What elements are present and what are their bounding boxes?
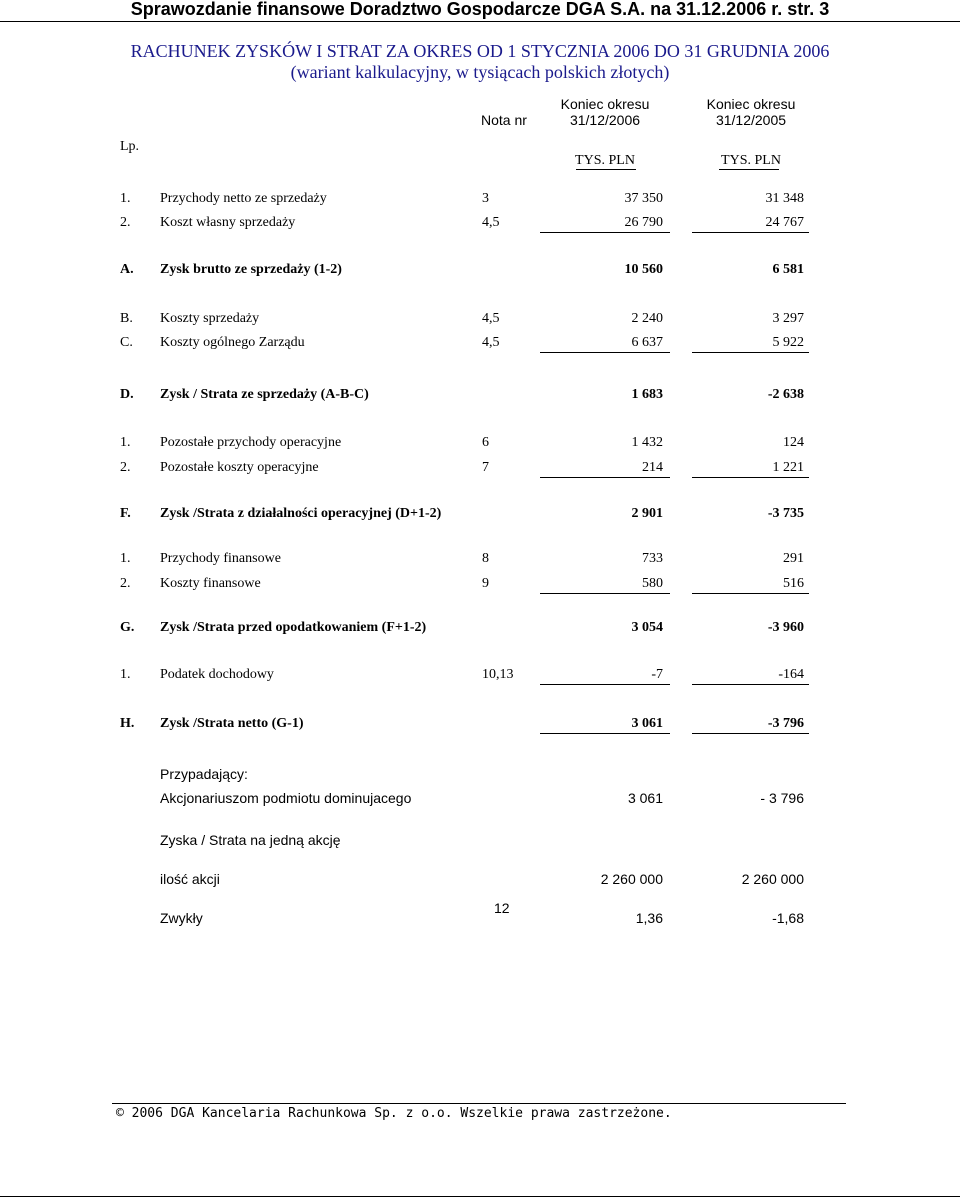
- nota-column-header: Nota nr: [481, 112, 527, 128]
- row-nota: 7: [482, 460, 489, 475]
- row-value-2006: 3 054: [631, 620, 663, 635]
- row-value-2005: 5 922: [772, 335, 804, 350]
- row-label: Przychody netto ze sprzedaży: [160, 191, 327, 206]
- row-label: Koszty sprzedaży: [160, 311, 260, 326]
- per-share-nota: 12: [494, 900, 510, 916]
- row-underline-2005: [692, 733, 809, 734]
- shares-value-2006: 2 260 000: [600, 871, 663, 887]
- report-title: RACHUNEK ZYSKÓW I STRAT ZA OKRES OD 1 STYCZNIA 2006 DO 31 GRUDNIA 2006: [130, 41, 830, 61]
- row-underline-2006: [540, 232, 670, 233]
- row-underline-2005: [692, 232, 809, 233]
- attribution-label: Akcjonariuszom podmiotu dominujacego: [160, 790, 412, 806]
- basic-eps-2005: -1,68: [772, 910, 804, 926]
- attribution-value-2006: 3 061: [627, 790, 663, 806]
- row-label: Koszt własny sprzedaży: [160, 215, 296, 230]
- row-lp: C.: [120, 335, 133, 350]
- row-label: Zysk brutto ze sprzedaży (1-2): [160, 262, 342, 277]
- row-nota: 9: [482, 576, 489, 591]
- attribution-heading: Przypadający:: [160, 766, 248, 782]
- row-value-2005: -164: [778, 667, 804, 682]
- row-underline-2005: [692, 477, 809, 478]
- row-lp: 1.: [120, 667, 131, 682]
- header-divider: [0, 21, 960, 22]
- row-value-2006: 2 240: [631, 311, 663, 326]
- lp-column-header: Lp.: [120, 139, 140, 154]
- col-2005-unit-underline: [719, 169, 779, 170]
- basic-eps-label: Zwykły: [160, 910, 203, 926]
- row-value-2005: 516: [783, 576, 804, 591]
- row-label: Przychody finansowe: [160, 551, 281, 566]
- row-value-2006: 580: [642, 576, 663, 591]
- row-value-2006: 10 560: [624, 262, 663, 277]
- row-nota: 10,13: [482, 667, 514, 682]
- row-underline-2006: [540, 352, 670, 353]
- row-underline-2006: [540, 684, 670, 685]
- row-value-2006: 214: [642, 460, 663, 475]
- row-nota: 4,5: [482, 311, 500, 326]
- row-lp: F.: [120, 506, 131, 521]
- footer-divider: [112, 1103, 846, 1104]
- row-underline-2006: [540, 733, 670, 734]
- col-2006-unit-underline: [576, 169, 636, 170]
- attribution-value-2005: - 3 796: [760, 790, 804, 806]
- row-value-2006: 3 061: [631, 716, 663, 731]
- row-nota: 3: [482, 191, 489, 206]
- row-lp: D.: [120, 387, 134, 402]
- row-label: Pozostałe przychody operacyjne: [160, 435, 342, 450]
- row-value-2006: 733: [642, 551, 663, 566]
- row-underline-2006: [540, 477, 670, 478]
- row-label: Koszty ogólnego Zarządu: [160, 335, 305, 350]
- report-subtitle: (wariant kalkulacyjny, w tysiącach polskich złotych): [290, 62, 670, 82]
- row-lp: 1.: [120, 435, 131, 450]
- shares-label: ilość akcji: [160, 871, 220, 887]
- row-lp: H.: [120, 716, 135, 731]
- row-label: Zysk /Strata netto (G-1): [160, 716, 304, 731]
- row-value-2005: 6 581: [772, 262, 804, 277]
- col-2005-header-date: 31/12/2005: [715, 112, 787, 128]
- row-value-2005: 1 221: [772, 460, 804, 475]
- row-nota: 8: [482, 551, 489, 566]
- col-2005-unit: TYS. PLN: [721, 153, 781, 168]
- row-lp: G.: [120, 620, 135, 635]
- row-value-2005: 3 297: [772, 311, 804, 326]
- row-label: Podatek dochodowy: [160, 667, 274, 682]
- col-2006-unit: TYS. PLN: [575, 153, 635, 168]
- row-underline-2005: [692, 593, 809, 594]
- row-value-2005: 24 767: [765, 215, 804, 230]
- row-value-2006: 26 790: [624, 215, 663, 230]
- row-underline-2006: [540, 593, 670, 594]
- row-value-2006: 6 637: [631, 335, 663, 350]
- basic-eps-2006: 1,36: [635, 910, 663, 926]
- row-value-2006: 1 432: [631, 435, 663, 450]
- row-lp: A.: [120, 262, 134, 277]
- row-lp: 2.: [120, 215, 131, 230]
- row-nota: 4,5: [482, 215, 500, 230]
- row-label: Zysk / Strata ze sprzedaży (A-B-C): [160, 387, 369, 402]
- row-lp: 2.: [120, 460, 131, 475]
- row-value-2005: -3 960: [767, 620, 804, 635]
- row-underline-2005: [692, 684, 809, 685]
- row-label: Koszty finansowe: [160, 576, 261, 591]
- row-value-2005: -2 638: [767, 387, 804, 402]
- row-nota: 6: [482, 435, 489, 450]
- row-value-2005: -3 735: [767, 506, 804, 521]
- row-value-2005: 31 348: [765, 191, 804, 206]
- row-lp: 1.: [120, 191, 131, 206]
- page-header-title: Sprawozdanie finansowe Doradztwo Gospodarcze DGA S.A. na 31.12.2006 r. str. 3: [130, 0, 830, 19]
- row-lp: B.: [120, 311, 133, 326]
- row-underline-2005: [692, 352, 809, 353]
- row-value-2006: 2 901: [631, 506, 663, 521]
- row-value-2006: 1 683: [631, 387, 663, 402]
- footer-copyright: © 2006 DGA Kancelaria Rachunkowa Sp. z o.o. Wszelkie prawa zastrzeżone.: [116, 1106, 672, 1121]
- row-label: Zysk /Strata z działalności operacyjnej (D+1-2): [160, 506, 442, 521]
- row-lp: 2.: [120, 576, 131, 591]
- row-value-2006: 37 350: [624, 191, 663, 206]
- row-value-2006: -7: [651, 667, 663, 682]
- col-2006-header-date: 31/12/2006: [569, 112, 641, 128]
- col-2006-header-period: Koniec okresu: [560, 96, 650, 112]
- row-label: Zysk /Strata przed opodatkowaniem (F+1-2): [160, 620, 427, 635]
- col-2005-header-period: Koniec okresu: [706, 96, 796, 112]
- row-label: Pozostałe koszty operacyjne: [160, 460, 319, 475]
- shares-value-2005: 2 260 000: [741, 871, 804, 887]
- row-lp: 1.: [120, 551, 131, 566]
- page-bottom-rule: [0, 1196, 960, 1197]
- per-share-heading: Zyska / Strata na jedną akcję: [160, 832, 341, 848]
- row-value-2005: -3 796: [767, 716, 804, 731]
- row-value-2005: 124: [783, 435, 804, 450]
- row-nota: 4,5: [482, 335, 500, 350]
- row-value-2005: 291: [783, 551, 804, 566]
